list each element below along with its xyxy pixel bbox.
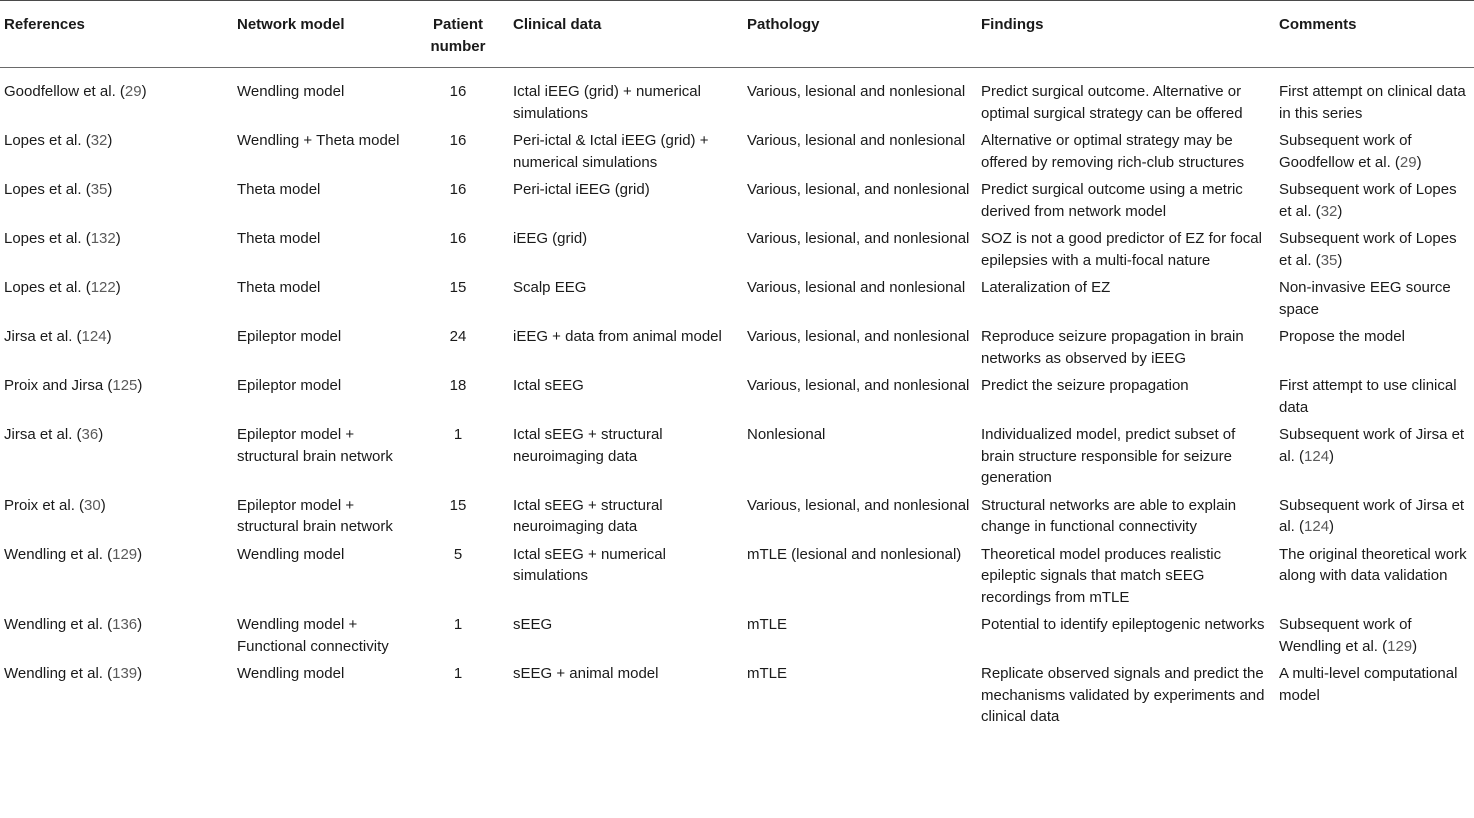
comment-citation-link[interactable]: 35 [1320, 251, 1338, 269]
header-references: References [4, 16, 85, 33]
table-body [0, 68, 1474, 728]
cell-pathology: Various, lesional, and nonlesional [747, 328, 970, 345]
cell-findings: Reproduce seizure propagation in brain networks as observed by iEEG [981, 328, 1244, 367]
cell-findings: Structural networks are able to explain change in functional connectivity [981, 496, 1237, 535]
reference-author: Proix and Jirsa ( [4, 377, 113, 394]
reference-close-paren: ) [137, 545, 143, 563]
cell-network-model: Theta model [237, 279, 321, 296]
cell-network-model: Epileptor model + structural brain network [237, 426, 393, 465]
comment-text: Subsequent work of Jirsa et al. ( [1279, 496, 1465, 535]
table-row [0, 541, 1474, 612]
reference-citation-link[interactable]: 136 [112, 616, 138, 633]
comment-text: Subsequent work of Lopes et al. ( [1279, 230, 1457, 269]
comment-text: First attempt on clinical data in this series [1279, 83, 1466, 122]
comment-text: The original theoretical work along with data validation [1279, 545, 1467, 584]
cell-pathology: Various, lesional and nonlesional [747, 83, 966, 100]
cell-network-model: Wendling model + Functional connectivity [237, 616, 389, 655]
header-findings: Findings [981, 16, 1044, 33]
reference-author: Wendling et al. ( [4, 545, 113, 563]
cell-reference [0, 492, 233, 541]
cell-pathology: Various, lesional, and nonlesional [747, 230, 970, 247]
reference-citation-link[interactable]: 132 [90, 230, 116, 247]
cell-network-model: Epileptor model + structural brain network [237, 496, 393, 535]
cell-comments [1275, 127, 1474, 176]
cell-patient-number: 1 [453, 426, 463, 443]
reference-citation-link[interactable]: 139 [112, 665, 138, 682]
table-row [0, 492, 1474, 541]
reference-citation-link[interactable]: 124 [81, 328, 107, 345]
table-row [0, 372, 1474, 421]
cell-findings: Alternative or optimal strategy may be offered by removing rich-club structures [981, 132, 1245, 171]
cell-patient-number: 1 [453, 665, 463, 682]
cell-patient-number: 1 [453, 616, 463, 633]
reference-close-paren: ) [137, 377, 143, 394]
reference-author: Lopes et al. ( [4, 279, 91, 296]
reference-close-paren: ) [106, 328, 112, 345]
cell-clinical-data: Ictal sEEG [513, 377, 584, 394]
cell-reference [0, 660, 233, 728]
cell-clinical-data: Scalp EEG [513, 279, 587, 296]
comment-text: A multi-level computational model [1279, 665, 1458, 704]
reference-author: Wendling et al. ( [4, 616, 113, 633]
comment-citation-link[interactable]: 129 [1387, 637, 1413, 655]
reference-citation-link[interactable]: 125 [112, 377, 138, 394]
comment-citation-link[interactable]: 124 [1304, 447, 1330, 465]
reference-citation-link[interactable]: 35 [90, 181, 108, 198]
comment-text: Subsequent work of Jirsa et al. ( [1279, 426, 1465, 465]
cell-findings: Replicate observed signals and predict the mechanisms validated by experiments and clinical data [981, 665, 1265, 725]
cell-comments [1275, 176, 1474, 225]
header-patient-number-line2: number [430, 37, 486, 55]
comment-close-paren: ) [1412, 637, 1418, 655]
table-row [0, 127, 1474, 176]
reference-close-paren: ) [115, 279, 121, 296]
header-pathology: Pathology [747, 16, 820, 33]
cell-pathology: Nonlesional [747, 426, 826, 443]
comment-close-paren: ) [1416, 153, 1422, 171]
reference-close-paren: ) [137, 616, 143, 633]
reference-author: Goodfellow et al. ( [4, 83, 125, 100]
cell-reference [0, 421, 233, 492]
cell-network-model: Wendling model [237, 545, 345, 563]
reference-citation-link[interactable]: 30 [84, 496, 101, 514]
comment-text: Non-invasive EEG source space [1279, 279, 1451, 318]
comment-citation-link[interactable]: 124 [1304, 518, 1330, 535]
cell-findings: Predict surgical outcome using a metric derived from network model [981, 181, 1243, 220]
reference-close-paren: ) [100, 496, 106, 514]
cell-patient-number: 16 [449, 132, 467, 149]
cell-reference [0, 541, 233, 612]
cell-findings: Lateralization of EZ [981, 279, 1111, 296]
cell-patient-number: 24 [449, 328, 467, 345]
cell-comments [1275, 68, 1474, 128]
table-row [0, 176, 1474, 225]
cell-clinical-data: iEEG + data from animal model [513, 328, 722, 345]
comment-close-paren: ) [1337, 251, 1343, 269]
reference-author: Jirsa et al. ( [4, 426, 82, 443]
cell-clinical-data: sEEG [513, 616, 553, 633]
reference-author: Lopes et al. ( [4, 230, 91, 247]
cell-clinical-data: Peri-ictal iEEG (grid) [513, 181, 650, 198]
header-patient-number-line1: Patient [432, 16, 483, 33]
cell-clinical-data: sEEG + animal model [513, 665, 659, 682]
cell-patient-number: 16 [449, 230, 467, 247]
cell-findings: SOZ is not a good predictor of EZ for focal epilepsies with a multi-focal nature [981, 230, 1262, 269]
reference-author: Proix et al. ( [4, 496, 85, 514]
table-row [0, 68, 1474, 128]
reference-citation-link[interactable]: 36 [81, 426, 99, 443]
reference-citation-link[interactable]: 32 [90, 132, 108, 149]
cell-comments [1275, 323, 1474, 372]
cell-network-model: Theta model [237, 181, 321, 198]
cell-clinical-data: iEEG (grid) [513, 230, 588, 247]
cell-network-model: Wendling model [237, 83, 345, 100]
comment-close-paren: ) [1337, 202, 1343, 220]
cell-pathology: Various, lesional, and nonlesional [747, 496, 970, 514]
reference-close-paren: ) [115, 230, 121, 247]
comment-close-paren: ) [1329, 518, 1335, 535]
table-row [0, 225, 1474, 274]
cell-pathology: mTLE [747, 665, 788, 682]
cell-patient-number: 15 [449, 279, 467, 296]
cell-reference [0, 372, 233, 421]
cell-patient-number: 5 [453, 545, 463, 563]
cell-reference [0, 611, 233, 660]
comment-text: Subsequent work of Goodfellow et al. ( [1279, 132, 1412, 171]
cell-pathology: Various, lesional and nonlesional [747, 279, 966, 296]
cell-patient-number: 16 [449, 181, 467, 198]
table-row [0, 660, 1474, 728]
cell-comments [1275, 660, 1474, 728]
cell-pathology: mTLE (lesional and nonlesional) [747, 545, 962, 563]
reference-citation-link[interactable]: 129 [112, 545, 138, 563]
cell-pathology: Various, lesional and nonlesional [747, 132, 966, 149]
reference-author: Lopes et al. ( [4, 181, 91, 198]
reference-close-paren: ) [141, 83, 147, 100]
cell-network-model: Theta model [237, 230, 321, 247]
cell-comments [1275, 274, 1474, 323]
cell-findings: Predict surgical outcome. Alternative or optimal surgical strategy can be offered [981, 83, 1243, 122]
cell-comments [1275, 372, 1474, 421]
cell-pathology: Various, lesional, and nonlesional [747, 377, 970, 394]
header-patient-number [409, 1, 509, 68]
cell-network-model: Epileptor model [237, 328, 342, 345]
reference-close-paren: ) [98, 426, 104, 443]
cell-findings: Potential to identify epileptogenic networks [981, 616, 1265, 633]
cell-reference [0, 225, 233, 274]
cell-findings: Theoretical model produces realistic epileptic signals that match sEEG recordings from mTLE [981, 545, 1222, 606]
table-row [0, 274, 1474, 323]
cell-pathology: Various, lesional, and nonlesional [747, 181, 970, 198]
comment-text: Subsequent work of Lopes et al. ( [1279, 181, 1457, 220]
cell-network-model: Wendling model [237, 665, 345, 682]
comment-text: Propose the model [1279, 328, 1405, 345]
comment-text: First attempt to use clinical data [1279, 377, 1457, 416]
cell-reference [0, 127, 233, 176]
cell-network-model: Epileptor model [237, 377, 342, 394]
reference-citation-link[interactable]: 29 [124, 83, 142, 100]
cell-reference [0, 176, 233, 225]
cell-comments [1275, 225, 1474, 274]
header-comments: Comments [1279, 16, 1357, 33]
table-row [0, 611, 1474, 660]
cell-clinical-data: Ictal iEEG (grid) + numerical simulations [513, 83, 701, 122]
cell-comments [1275, 492, 1474, 541]
cell-pathology: mTLE [747, 616, 788, 633]
reference-close-paren: ) [107, 132, 113, 149]
table-header [0, 1, 1474, 68]
reference-author: Wendling et al. ( [4, 665, 113, 682]
cell-comments [1275, 541, 1474, 612]
header-clinical-data: Clinical data [513, 16, 602, 33]
cell-findings: Predict the seizure propagation [981, 377, 1189, 394]
reference-citation-link[interactable]: 122 [90, 279, 116, 296]
cell-reference [0, 68, 233, 128]
reference-author: Lopes et al. ( [4, 132, 91, 149]
table-row [0, 421, 1474, 492]
cell-reference [0, 274, 233, 323]
cell-reference [0, 323, 233, 372]
cell-clinical-data: Ictal sEEG + structural neuroimaging data [513, 496, 663, 535]
cell-clinical-data: Ictal sEEG + numerical simulations [513, 545, 666, 584]
cell-comments [1275, 611, 1474, 660]
header-row [0, 1, 1474, 68]
reference-close-paren: ) [137, 665, 143, 682]
comment-close-paren: ) [1329, 447, 1335, 465]
table-row [0, 323, 1474, 372]
reference-close-paren: ) [107, 181, 113, 198]
cell-network-model: Wendling + Theta model [237, 132, 400, 149]
cell-findings: Individualized model, predict subset of brain structure responsible for seizure generation [981, 426, 1236, 486]
comment-citation-link[interactable]: 29 [1399, 153, 1417, 171]
cell-patient-number: 16 [449, 83, 467, 100]
cell-patient-number: 15 [449, 496, 467, 514]
cell-patient-number: 18 [449, 377, 467, 394]
cell-clinical-data: Peri-ictal & Ictal iEEG (grid) + numerical simulations [513, 132, 709, 171]
header-network-model: Network model [237, 16, 345, 33]
comment-citation-link[interactable]: 32 [1320, 202, 1338, 220]
cell-comments [1275, 421, 1474, 492]
cell-clinical-data: Ictal sEEG + structural neuroimaging data [513, 426, 663, 465]
comment-text: Subsequent work of Wendling et al. ( [1279, 616, 1412, 655]
reference-author: Jirsa et al. ( [4, 328, 82, 345]
